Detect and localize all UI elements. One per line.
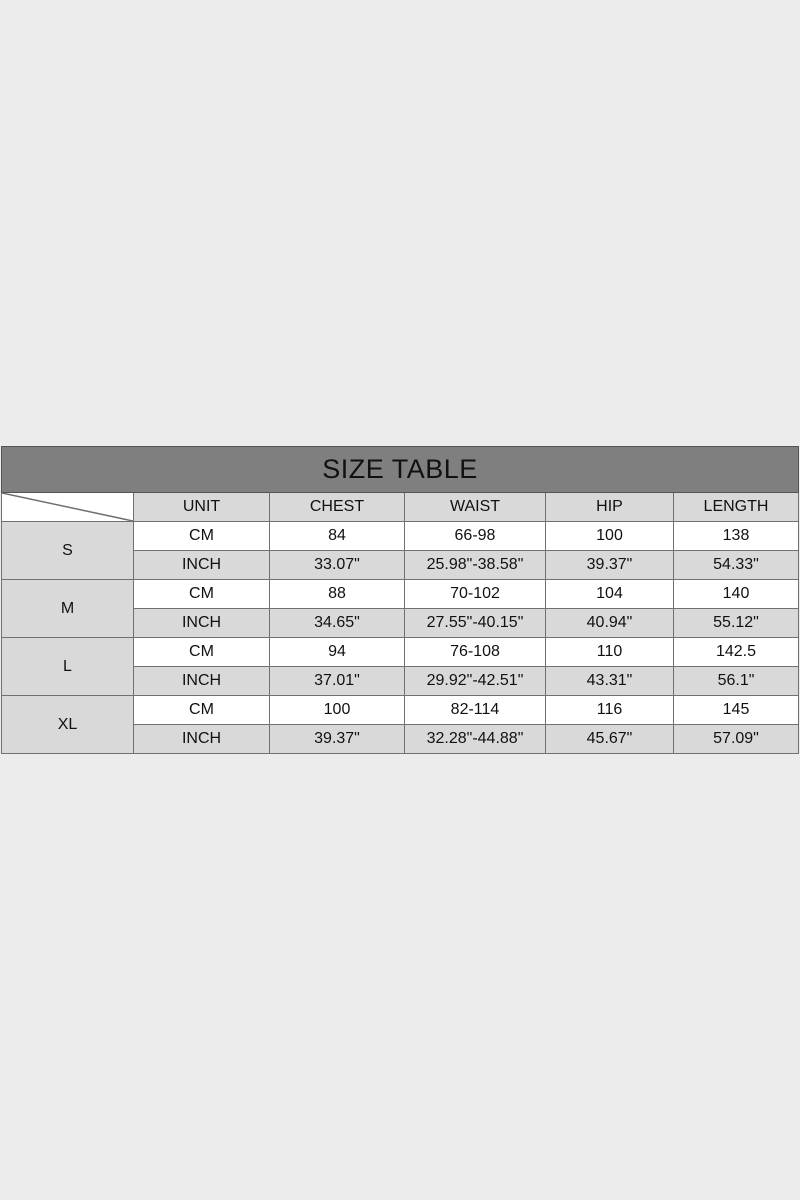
header-row	[2, 493, 799, 522]
corner-cell	[2, 493, 134, 522]
size-table	[1, 446, 799, 754]
waist-cell: 70-102	[405, 580, 546, 609]
unit-cell: CM	[134, 522, 270, 551]
unit-cell: INCH	[134, 551, 270, 580]
table-row	[2, 522, 799, 551]
unit-cell: CM	[134, 580, 270, 609]
table-row	[2, 638, 799, 667]
length-cell: 54.33"	[674, 551, 799, 580]
chest-cell: 88	[270, 580, 405, 609]
unit-cell: CM	[134, 696, 270, 725]
chest-cell: 94	[270, 638, 405, 667]
hip-cell: 39.37"	[546, 551, 674, 580]
hip-cell: 45.67"	[546, 725, 674, 754]
waist-cell: 25.98"-38.58"	[405, 551, 546, 580]
unit-cell: CM	[134, 638, 270, 667]
chest-cell: 33.07"	[270, 551, 405, 580]
table-row	[2, 696, 799, 725]
hip-cell: 110	[546, 638, 674, 667]
waist-cell: 32.28"-44.88"	[405, 725, 546, 754]
table-title: SIZE TABLE	[2, 447, 799, 493]
length-cell: 140	[674, 580, 799, 609]
table-row	[2, 580, 799, 609]
length-cell: 145	[674, 696, 799, 725]
header-waist: WAIST	[405, 493, 546, 522]
hip-cell: 116	[546, 696, 674, 725]
length-cell: 138	[674, 522, 799, 551]
waist-cell: 29.92"-42.51"	[405, 667, 546, 696]
chest-cell: 39.37"	[270, 725, 405, 754]
waist-cell: 66-98	[405, 522, 546, 551]
unit-cell: INCH	[134, 725, 270, 754]
header-unit: UNIT	[134, 493, 270, 522]
length-cell: 55.12"	[674, 609, 799, 638]
chest-cell: 34.65"	[270, 609, 405, 638]
unit-cell: INCH	[134, 667, 270, 696]
chest-cell: 100	[270, 696, 405, 725]
chest-cell: 84	[270, 522, 405, 551]
unit-cell: INCH	[134, 609, 270, 638]
size-label: XL	[2, 696, 134, 754]
length-cell: 57.09"	[674, 725, 799, 754]
hip-cell: 100	[546, 522, 674, 551]
size-label: M	[2, 580, 134, 638]
waist-cell: 76-108	[405, 638, 546, 667]
hip-cell: 104	[546, 580, 674, 609]
diagonal-divider	[2, 493, 133, 521]
waist-cell: 27.55"-40.15"	[405, 609, 546, 638]
length-cell: 56.1"	[674, 667, 799, 696]
title-row	[2, 447, 799, 493]
hip-cell: 40.94"	[546, 609, 674, 638]
length-cell: 142.5	[674, 638, 799, 667]
waist-cell: 82-114	[405, 696, 546, 725]
size-label: L	[2, 638, 134, 696]
chest-cell: 37.01"	[270, 667, 405, 696]
header-hip: HIP	[546, 493, 674, 522]
size-label: S	[2, 522, 134, 580]
header-chest: CHEST	[270, 493, 405, 522]
header-length: LENGTH	[674, 493, 799, 522]
hip-cell: 43.31"	[546, 667, 674, 696]
